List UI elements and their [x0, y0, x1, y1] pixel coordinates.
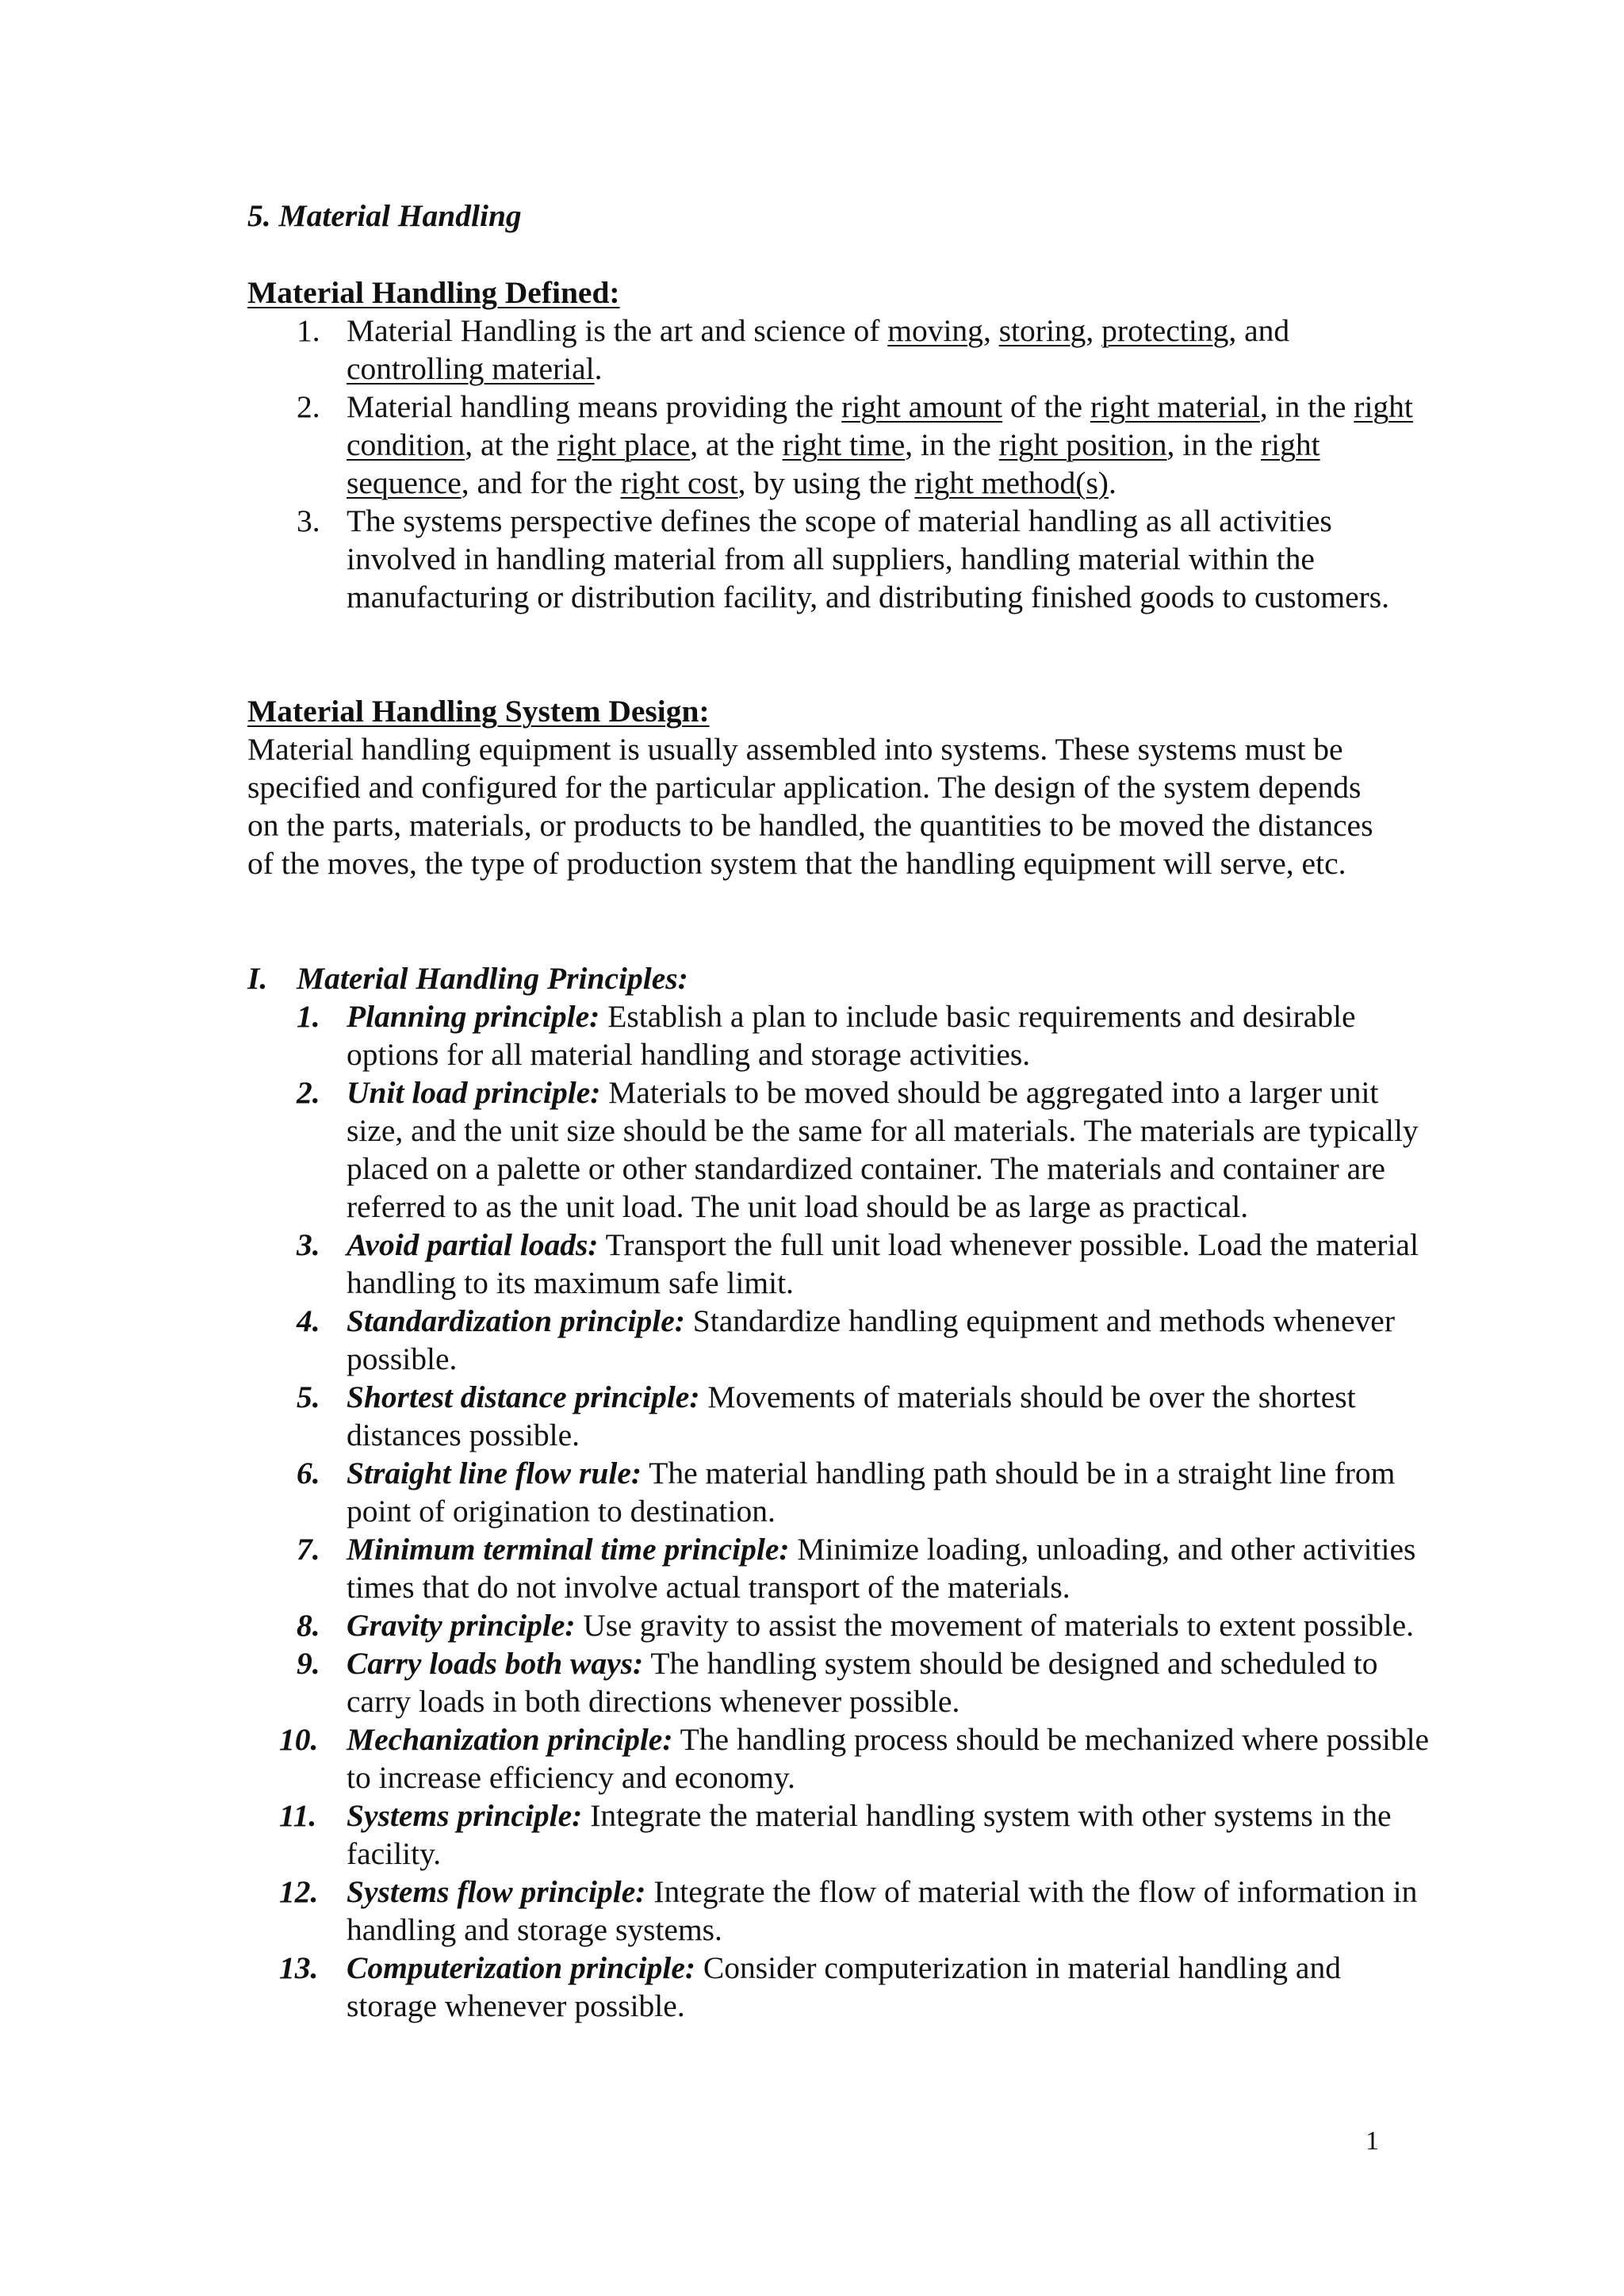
principles-numeral: I.	[247, 961, 268, 996]
principle-text: The handling process should be mechanized where possible to increase efficiency and economy.	[347, 1722, 1430, 1795]
page-number: 1	[1365, 2126, 1379, 2156]
defined-item-2	[247, 388, 1425, 502]
principle-item-9	[247, 1644, 1401, 1720]
principle-item-13	[247, 1949, 1433, 2025]
principle-term: Carry loads both ways:	[347, 1646, 644, 1681]
item-number: 5.	[297, 1380, 320, 1414]
principle-text: Materials to be moved should be aggregated into a larger unit size, and the unit size should be the same for all materials. The materials are typically placed on a palette or other standardized container. The materials and container are referred to as the unit load. The unit load should be as large as practical.	[347, 1075, 1419, 1224]
item-text: Material Handling is the art and science of moving, storing, protecting, and controlling material.	[347, 313, 1290, 386]
principle-item-3	[247, 1226, 1433, 1302]
principle-item-7	[247, 1530, 1433, 1606]
principle-term: Planning principle:	[347, 999, 600, 1034]
principle-term: Systems principle:	[347, 1798, 583, 1833]
principle-text: Transport the full unit load whenever possible. Load the material handling to its maximum safe limit.	[347, 1227, 1419, 1300]
principle-text: The handling system should be designed and scheduled to carry loads in both directions whenever possible.	[347, 1646, 1378, 1719]
section-heading-system-design: Material Handling System Design:	[247, 694, 710, 729]
item-number: 6.	[297, 1456, 320, 1490]
principle-term: Gravity principle:	[347, 1608, 576, 1643]
item-number: 7.	[297, 1532, 320, 1567]
item-number: 2.	[297, 389, 320, 424]
item-number: 11.	[279, 1798, 317, 1833]
principle-text: Minimize loading, unloading, and other activities times that do not involve actual transport of the materials.	[347, 1532, 1416, 1605]
principle-term: Systems flow principle:	[347, 1874, 646, 1909]
principles-list	[247, 997, 1430, 2025]
principle-item-5	[247, 1378, 1433, 1454]
principle-text: Establish a plan to include basic requirements and desirable options for all material handling and storage activities.	[347, 999, 1356, 1072]
item-text: The systems perspective defines the scope of material handling as all activities involved in handling material from all suppliers, handling material within the manufacturing or distribution facility, and distributing finished goods to customers.	[347, 503, 1389, 614]
principle-text: Integrate the material handling system with other systems in the facility.	[347, 1798, 1392, 1871]
item-number: 3.	[297, 1227, 320, 1262]
principle-term: Standardization principle:	[347, 1303, 685, 1338]
principle-text: Standardize handling equipment and methods whenever possible.	[347, 1303, 1395, 1376]
defined-item-3	[247, 502, 1425, 616]
principle-term: Avoid partial loads:	[347, 1227, 599, 1262]
defined-list	[247, 312, 1421, 616]
principle-term: Minimum terminal time principle:	[347, 1532, 790, 1567]
item-number: 1.	[297, 999, 320, 1034]
principle-text: The material handling path should be in a straight line from point of origination to destination.	[347, 1456, 1396, 1529]
principle-item-4	[247, 1302, 1433, 1378]
principle-item-10	[247, 1720, 1457, 1797]
principle-item-8	[247, 1606, 1433, 1644]
principles-heading	[247, 959, 1421, 997]
principle-item-1	[247, 997, 1401, 1073]
principle-term: Unit load principle:	[347, 1075, 601, 1110]
principle-item-12	[247, 1873, 1433, 1949]
item-number: 2.	[297, 1075, 320, 1110]
item-number: 3.	[297, 503, 320, 538]
principle-term: Straight line flow rule:	[347, 1456, 642, 1490]
defined-item-1	[247, 312, 1425, 388]
principle-item-6	[247, 1454, 1433, 1530]
system-design-paragraph: Material handling equipment is usually assembled into systems. These systems must be specified and configured for the particular application. The design of the system depends on the parts, materials, or products to be handled, the quantities to be moved the distances of the moves, the type of production system that the handling equipment will serve, etc.	[247, 732, 1373, 881]
principle-text: Consider computerization in material handling and storage whenever possible.	[347, 1950, 1341, 2023]
item-number: 8.	[297, 1608, 320, 1643]
principle-item-2	[247, 1073, 1433, 1226]
principle-text: Integrate the flow of material with the flow of information in handling and storage systems.	[347, 1874, 1418, 1947]
principle-term: Mechanization principle:	[347, 1722, 673, 1757]
item-number: 4.	[297, 1303, 320, 1338]
principle-text: Movements of materials should be over the shortest distances possible.	[347, 1380, 1356, 1452]
item-number: 1.	[297, 313, 320, 348]
section-heading-defined: Material Handling Defined:	[247, 275, 620, 310]
principle-term: Computerization principle:	[347, 1950, 696, 1985]
chapter-title: 5. Material Handling	[247, 198, 522, 233]
item-text: Material handling means providing the right amount of the right material, in the right condition, at the right place, at the right time, in the right position, in the right sequence, and for the right cost, by using the right method(s).	[347, 389, 1413, 500]
principle-term: Shortest distance principle:	[347, 1380, 700, 1414]
item-number: 9.	[297, 1646, 320, 1681]
principle-item-11	[247, 1797, 1457, 1873]
item-number: 13.	[279, 1950, 319, 1985]
principle-text: Use gravity to assist the movement of materials to extent possible.	[575, 1608, 1415, 1643]
principles-title: Material Handling Principles:	[297, 961, 688, 996]
item-number: 10.	[279, 1722, 319, 1757]
item-number: 12.	[279, 1874, 319, 1909]
